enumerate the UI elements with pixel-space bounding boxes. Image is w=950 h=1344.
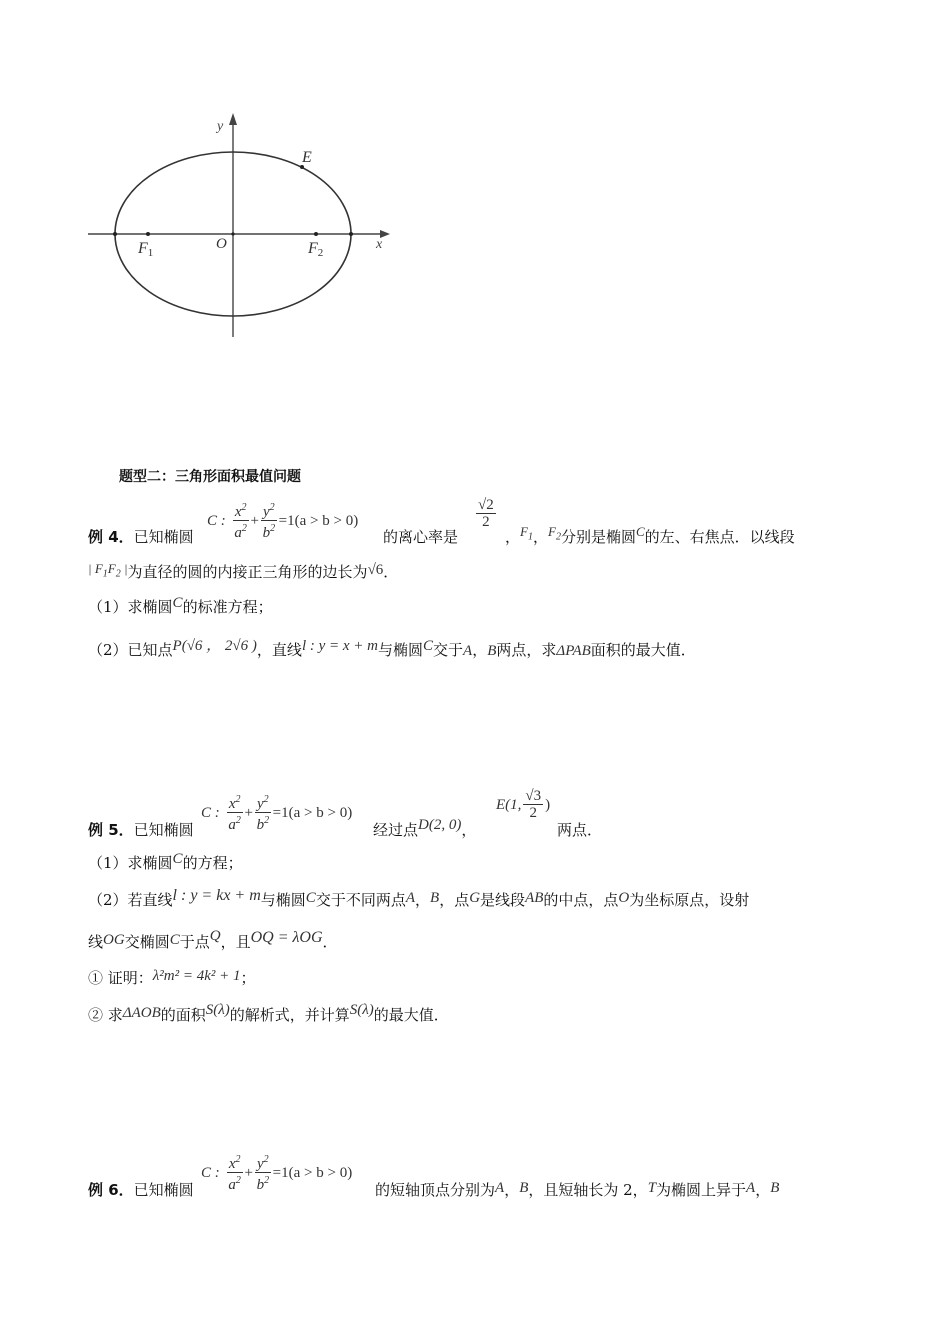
ex5-point-e: E(1, $\frac{√3}{2}$ ) — [496, 788, 551, 821]
ex5-q1: （1）求椭圆C的方程； — [88, 851, 243, 872]
x-axis-label: x — [376, 237, 383, 252]
ex4-q1: （1）求椭圆C的标准方程； — [88, 595, 273, 616]
ex6-line1-tail: 的短轴顶点分别为A，B，且短轴长为 2，T为椭圆上异于A，B — [375, 1180, 780, 1199]
frac-y2-b2: $\frac{y^2}{b^2}$ — [262, 502, 276, 541]
ex4-line1 — [88, 498, 194, 546]
ex5-pass: 经过点D(2, 0)， — [373, 817, 477, 839]
ex4-label: 例 4． — [88, 528, 134, 546]
eq-tail: =1(a > b > 0) — [278, 513, 359, 529]
focus-f2-label: F2 — [308, 240, 324, 259]
ex6-line1: 例 6．已知椭圆 — [88, 1181, 194, 1199]
ex4-ecc-text: 的离心率是 — [383, 528, 459, 546]
eq-c: C : — [207, 513, 226, 529]
ex6-equation: C : $\frac{x^2}{a^2}$ + $\frac{y^2}{b^2}$ =1(a > b > 0) — [201, 1154, 353, 1193]
ex4-lead: 已知椭圆 — [133, 528, 194, 546]
y-axis-label: y — [217, 119, 224, 134]
origin-point — [231, 232, 234, 235]
right-vertex-point — [349, 232, 353, 236]
ex4-line2: | $F_1F_2$ |为直径的圆的内接正三角形的边长为√6． — [88, 561, 399, 581]
ex4-equation: C : $\frac{x^2}{a^2}$ + $\frac{y^2}{b^2}$ =1(a > b > 0) — [207, 502, 359, 541]
ex4-line1-tail: ，$F_1$，$F_2$分别是椭圆C的左、右焦点．以线段 — [505, 524, 795, 546]
ex4-ecc-frac: $\frac{√2}{2}$ — [478, 497, 494, 530]
ex5-q2-line1: （2）若直线l : y = kx + m与椭圆C交于不同两点A，B，点G是线段AB的中点，点O为坐标原点，设射 — [88, 887, 750, 909]
focus-f1-point — [146, 232, 150, 236]
ex5-s2: ② 求ΔAOB的面积S(λ)的解析式，并计算S(λ)的最大值． — [88, 1002, 449, 1024]
ex4-q2: （2）已知点P(√6 ， 2√6 )，直线l : y = x + m与椭圆C交于A，B两点，求ΔPAB面积的最大值． — [88, 638, 696, 659]
left-vertex-point — [113, 232, 117, 236]
origin-label: O — [216, 236, 227, 252]
ex5-s1: ① 证明：λ²m² = 4k² + 1； — [88, 968, 256, 987]
ex5-equation: C : $\frac{x^2}{a^2}$ + $\frac{y^2}{b^2}$ =1(a > b > 0) — [201, 794, 353, 833]
y-axis-arrow — [229, 113, 237, 125]
section-title: 题型二：三角形面积最值问题 — [119, 469, 301, 485]
focus-f1-label: F1 — [138, 240, 154, 259]
focus-f2-point — [314, 232, 318, 236]
ellipse-figure — [80, 105, 400, 345]
ex5-q2-line2: 线OG交椭圆C于点Q，且OQ = λOG． — [88, 928, 338, 951]
frac-x2-a2: $\frac{x^2}{a^2}$ — [234, 502, 247, 541]
point-e-label: E — [302, 149, 312, 166]
ex5-tail: 两点． — [557, 821, 603, 839]
ex5-line1: 例 5．已知椭圆 — [88, 821, 194, 839]
